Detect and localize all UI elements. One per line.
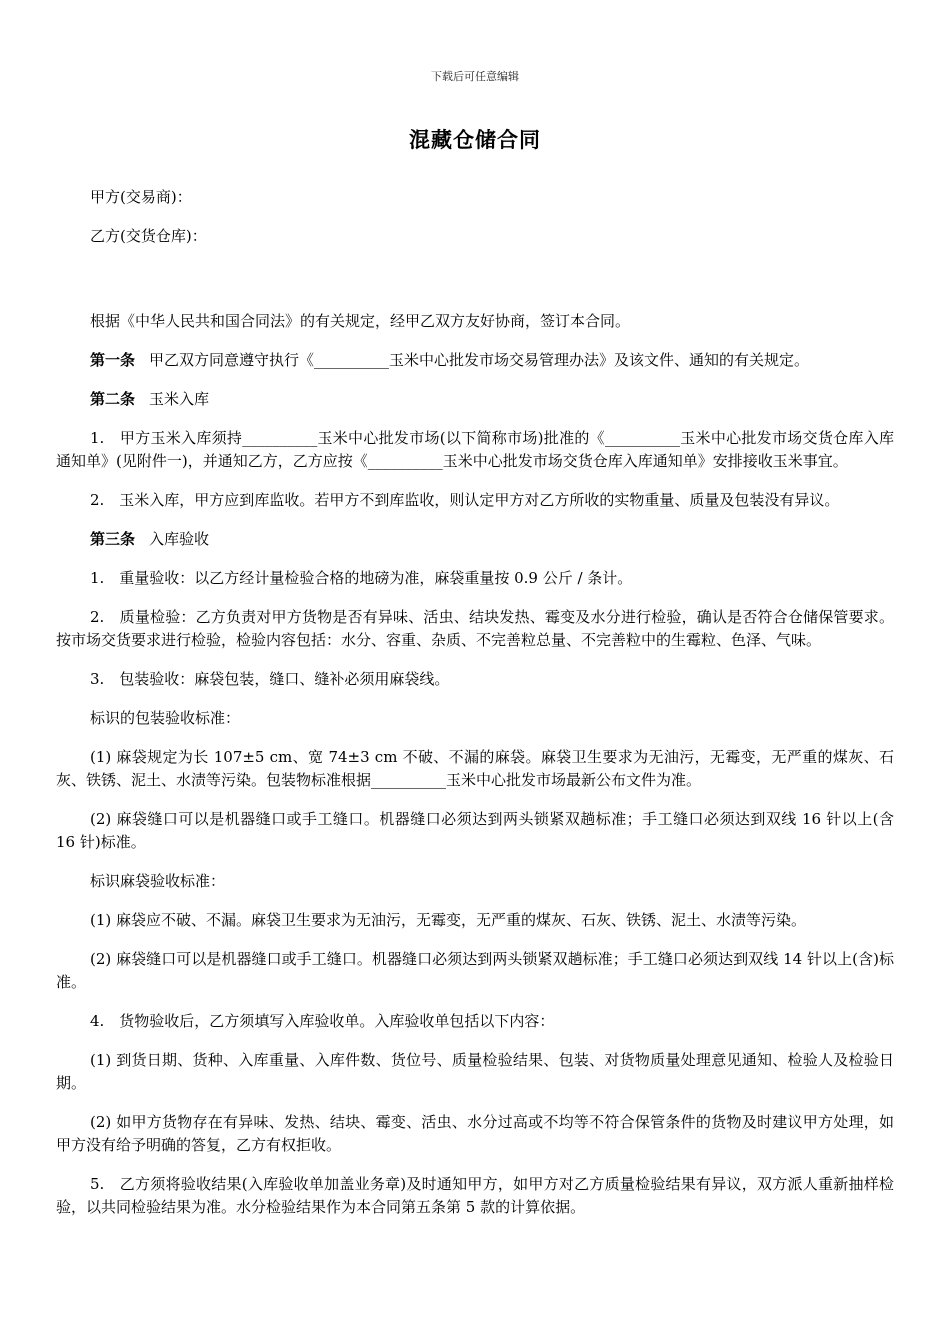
article-3-clause-5: 5. 乙方须将验收结果(入库验收单加盖业务章)及时通知甲方，如甲方对乙方质量检验结果有异议，双方派人重新抽样检验，以共同检验结果为准。水分检验结果作为本合同第五条第 5 款的计算依据。	[56, 1175, 894, 1216]
article-1-label: 第一条	[90, 351, 136, 369]
standard-2-heading: 标识麻袋验收标准：	[90, 872, 226, 890]
document-body	[56, 186, 894, 1235]
preamble: 根据《中华人民共和国合同法》的有关规定，经甲乙双方友好协商，签订本合同。	[90, 312, 631, 330]
article-3-clause-4: 4. 货物验收后，乙方须填写入库验收单。入库验收单包括以下内容：	[90, 1012, 555, 1030]
standard-2-item-2: (2) 麻袋缝口可以是机器缝口或手工缝口。机器缝口必须达到两头锁紧双趟标准；手工缝口必须达到双线 14 针以上(含)标准。	[56, 950, 894, 991]
blank-spacer	[56, 264, 894, 310]
article-2-title: 玉米入库	[149, 390, 210, 408]
article-3-label: 第三条	[90, 530, 136, 548]
article-3-clause-3: 3. 包装验收：麻袋包装，缝口、缝补必须用麻袋线。	[90, 670, 450, 688]
header-note: 下载后可任意编辑	[431, 70, 519, 83]
clause-4-item-2: (2) 如甲方货物存在有异味、发热、结块、霉变、活虫、水分过高或不均等不符合保管条件的货物及时建议甲方处理，如甲方没有给予明确的答复，乙方有权拒收。	[56, 1113, 894, 1154]
standard-1-item-1: (1) 麻袋规定为长 107±5 cm、宽 74±3 cm 不破、不漏的麻袋。麻袋卫生要求为无油污，无霉变，无严重的煤灰、石灰、铁锈、泥土、水渍等污染。包装物标准根据__________玉米中心批发市场最新公布文件为准。	[56, 748, 894, 789]
article-2-clause-2: 2. 玉米入库，甲方应到库监收。若甲方不到库监收，则认定甲方对乙方所收的实物重量、质量及包装没有异议。	[90, 491, 840, 509]
clause-4-item-1: (1) 到货日期、货种、入库重量、入库件数、货位号、质量检验结果、包装、对货物质量处理意见通知、检验人及检验日期。	[56, 1051, 894, 1092]
article-3-title: 入库验收	[149, 530, 210, 548]
article-1	[56, 349, 894, 372]
party-b-line: 乙方(交货仓库)：	[90, 227, 207, 245]
standard-1-heading: 标识的包装验收标准：	[90, 709, 241, 727]
standard-1-item-2: (2) 麻袋缝口可以是机器缝口或手工缝口。机器缝口必须达到两头锁紧双趟标准；手工缝口必须达到双线 16 针以上(含 16 针)标准。	[56, 810, 894, 851]
standard-2-item-1: (1) 麻袋应不破、不漏。麻袋卫生要求为无油污，无霉变，无严重的煤灰、石灰、铁锈、泥土、水渍等污染。	[90, 911, 807, 929]
party-a-line: 甲方(交易商)：	[90, 188, 192, 206]
article-2-heading	[56, 388, 894, 411]
article-3-clause-2: 2. 质量检验：乙方负责对甲方货物是否有异味、活虫、结块发热、霉变及水分进行检验，确认是否符合仓储保管要求。按市场交货要求进行检验，检验内容包括：水分、容重、杂质、不完善粒总量、不完善粒中的生霉粒、色泽、气味。	[56, 608, 894, 649]
article-2-label: 第二条	[90, 390, 136, 408]
article-3-heading	[56, 528, 894, 551]
article-1-text: 甲乙双方同意遵守执行《__________玉米中心批发市场交易管理办法》及该文件、通知的有关规定。	[149, 351, 810, 369]
article-3-clause-1: 1. 重量验收：以乙方经计量检验合格的地磅为准，麻袋重量按 0.9 公斤 / 条计。	[90, 569, 633, 587]
document-title: 混藏仓储合同	[409, 127, 541, 152]
article-2-clause-1: 1. 甲方玉米入库须持__________玉米中心批发市场(以下简称市场)批准的《__________玉米中心批发市场交货仓库入库通知单》(见附件一)，并通知乙方，乙方应按《__________玉米中心批发市场交货仓库入库通知单》安排接收玉米事宜。	[56, 429, 894, 470]
